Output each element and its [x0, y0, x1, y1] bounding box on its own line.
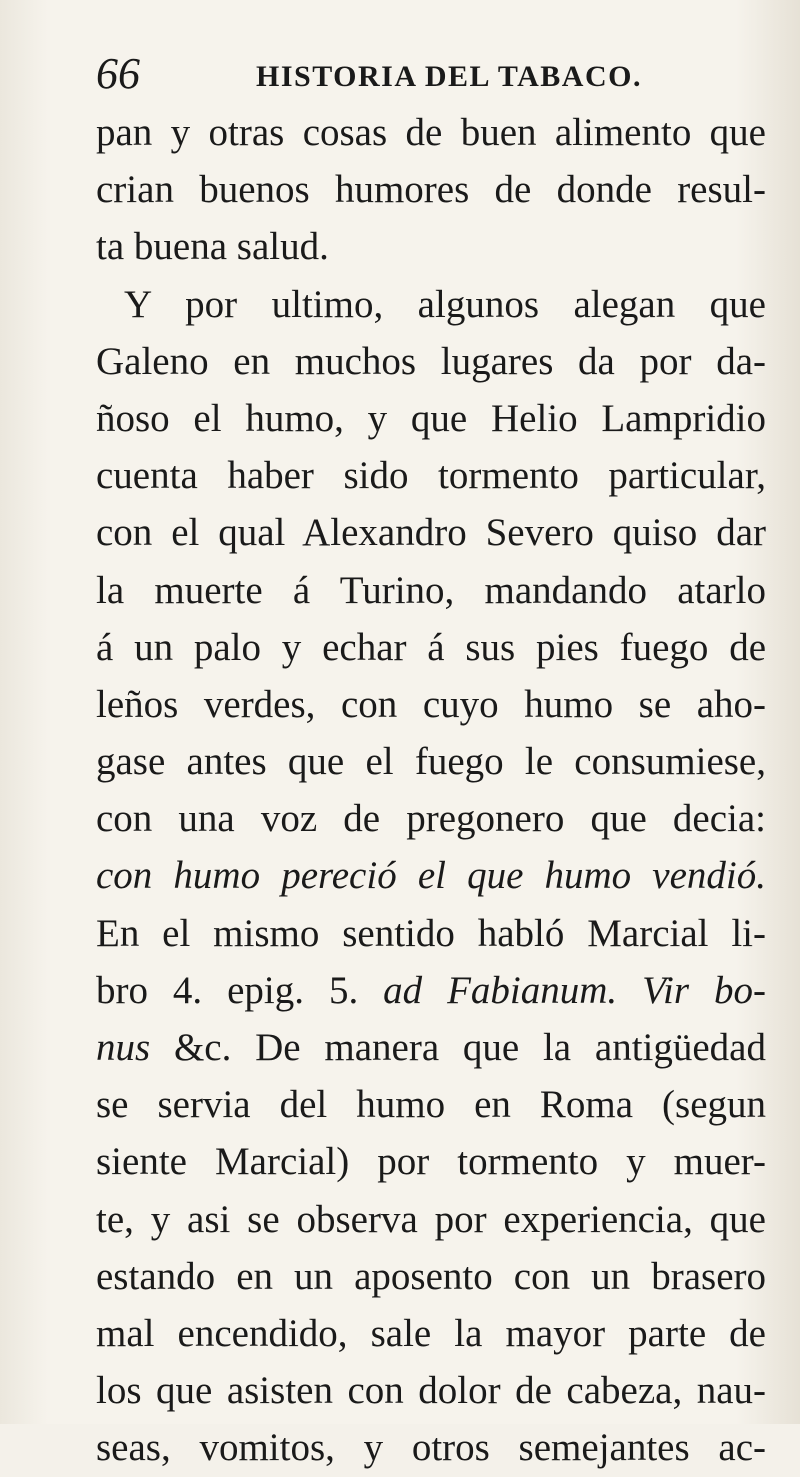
page-header — [96, 44, 736, 104]
text-segment: En el mismo sentido habló Marcial li- — [96, 911, 766, 955]
text-line — [96, 276, 766, 333]
running-title: HISTORIA DEL TABACO. — [256, 60, 642, 93]
text-segment: pan y otras cosas de buen alimento que — [96, 111, 766, 154]
text-segment: estando en un aposento con un brasero — [96, 1254, 766, 1298]
text-line — [96, 733, 766, 790]
text-segment: &c. De manera que la antigüedad — [150, 1026, 766, 1069]
text-segment: crian buenos humores de donde resul- — [96, 168, 766, 212]
text-segment: Galeno en muchos lugares da por da- — [96, 339, 766, 383]
italic-text: ad Fabianum. Vir bo- — [383, 968, 766, 1012]
text-line — [96, 790, 766, 847]
text-segment: la muerte á Turino, mandando atarlo — [96, 568, 766, 612]
text-line — [96, 104, 766, 161]
text-line — [96, 333, 766, 390]
text-segment: ñoso el humo, y que Helio Lampridio — [96, 396, 766, 440]
text-line — [96, 619, 766, 676]
text-segment: cuenta haber sido tormento particular, — [96, 454, 766, 498]
text-line — [96, 1133, 766, 1190]
text-segment: gase antes que el fuego le consumiese, — [96, 740, 766, 784]
body-text — [96, 104, 766, 1477]
text-segment: leños verdes, con cuyo humo se aho- — [96, 682, 766, 726]
text-segment: siente Marcial) por tormento y muer- — [96, 1140, 766, 1184]
text-line — [96, 562, 766, 619]
text-segment: con una voz de pregonero que decia: — [96, 797, 766, 841]
italic-text: con humo pereció el que humo vendió. — [96, 854, 766, 898]
text-segment: Y por ultimo, algunos alegan que — [124, 282, 766, 326]
text-line — [96, 1305, 766, 1362]
text-line — [96, 447, 766, 504]
text-line — [96, 1248, 766, 1305]
text-line — [96, 1076, 766, 1133]
text-line — [96, 1419, 766, 1476]
text-segment: seas, vomitos, y otros semejantes ac- — [96, 1426, 766, 1470]
text-line — [96, 504, 766, 561]
text-line — [96, 676, 766, 733]
text-segment: te, y asi se observa por experiencia, que — [96, 1197, 766, 1241]
text-segment: bro 4. epig. 5. — [96, 968, 384, 1012]
text-segment: con el qual Alexandro Severo quiso dar — [96, 511, 766, 555]
text-line — [96, 218, 766, 275]
page-number: 66 — [96, 49, 140, 98]
text-line — [96, 1019, 766, 1076]
text-segment: á un palo y echar á sus pies fuego de — [96, 625, 766, 669]
text-line — [96, 905, 766, 962]
text-line — [96, 1362, 766, 1419]
text-segment: mal encendido, sale la mayor parte de — [96, 1311, 766, 1355]
text-line — [96, 390, 766, 447]
italic-text: nus — [96, 1026, 151, 1069]
text-line — [96, 962, 766, 1019]
text-line — [96, 847, 766, 904]
text-segment: se servia del humo en Roma (segun — [96, 1083, 766, 1127]
text-segment: ta buena salud. — [96, 225, 329, 269]
text-line — [96, 1191, 766, 1248]
text-segment: los que asisten con dolor de cabeza, nau- — [96, 1369, 766, 1413]
text-line — [96, 161, 766, 218]
